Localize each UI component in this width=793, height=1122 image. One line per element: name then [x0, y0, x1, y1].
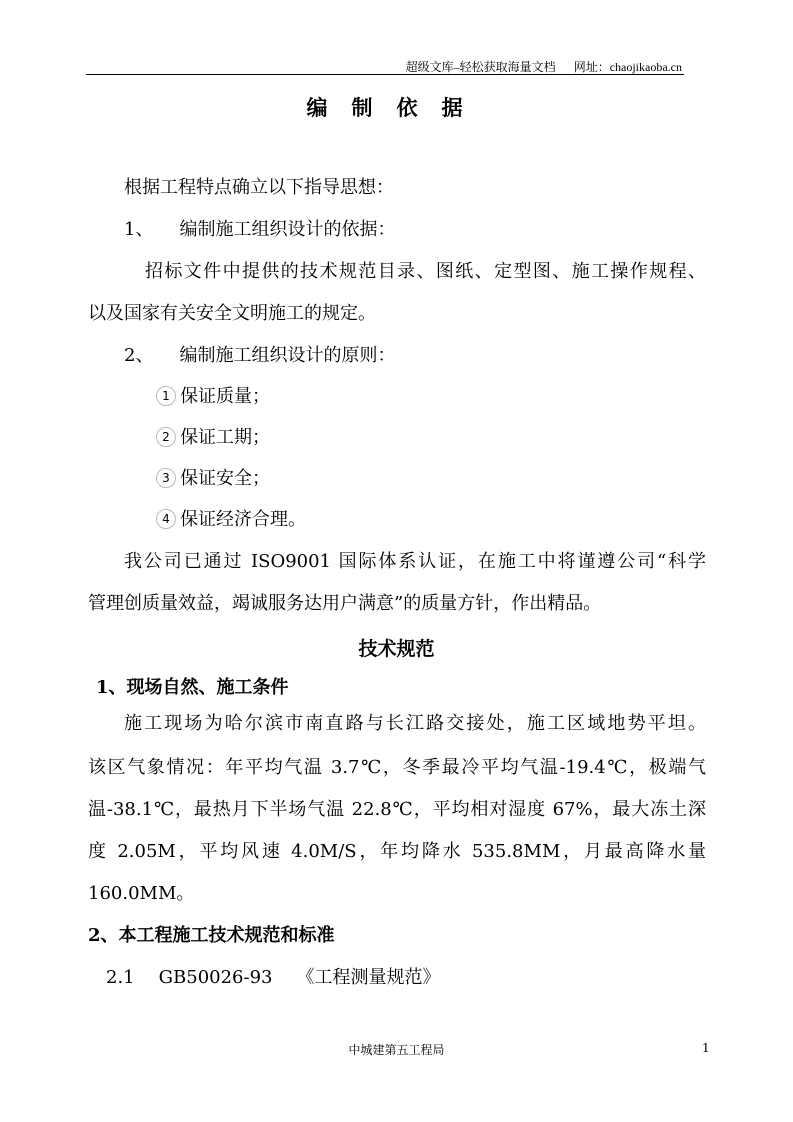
item-1-body-line: 招标文件中提供的技术规范目录、图纸、定型图、施工操作规程、	[145, 261, 706, 282]
principle-item	[156, 385, 270, 409]
section-1-line: 施工现场为哈尔滨市南直路与长江路交接处，施工区域地势平坦。	[124, 713, 706, 734]
iso-line: 管理创质量效益，竭诚服务达用户满意”的质量方针，作出精品。	[88, 593, 602, 614]
item-1	[124, 218, 395, 242]
item-num: 1、	[124, 219, 154, 240]
principle-text: 保证经济合理。	[180, 509, 306, 530]
section-2-title: 2、本工程施工技术规范和标准	[88, 925, 335, 946]
circled-number: 1	[156, 386, 176, 406]
section-1-line: 160.0MM。	[88, 883, 195, 904]
item-2	[124, 344, 395, 368]
principle-text: 保证安全；	[180, 468, 270, 489]
standard-code: GB50026-93	[158, 967, 273, 988]
item-text: 编制施工组织设计的依据：	[179, 219, 396, 240]
circled-number: 4	[156, 509, 176, 529]
header-site: 超级文库–轻松获取海量文档	[405, 60, 556, 74]
principle-item	[156, 508, 306, 532]
header-url: 网址：chaojikaoba.cn	[573, 60, 682, 74]
standard-name: 《工程测量规范》	[296, 967, 441, 988]
section-1-title: 1、现场自然、施工条件	[96, 677, 289, 698]
item-text: 编制施工组织设计的原则：	[179, 345, 396, 366]
iso-line: 我公司已通过 ISO9001 国际体系认证，在施工中将谨遵公司“科学	[124, 551, 706, 572]
page-header	[406, 58, 682, 75]
circled-number: 3	[156, 468, 176, 488]
page-number: 1	[702, 1041, 710, 1055]
section-1-line: 温-38.1℃，最热月下半场气温 22.8℃，平均相对湿度 67%，最大冻土深	[88, 799, 706, 820]
page-title: 编制依据	[306, 95, 487, 120]
principle-item	[156, 467, 270, 491]
principle-text: 保证工期；	[180, 427, 270, 448]
item-num: 2、	[124, 345, 154, 366]
principle-text: 保证质量；	[180, 386, 270, 407]
item-1-body-line: 以及国家有关安全文明施工的规定。	[88, 303, 376, 324]
header-rule	[86, 74, 684, 75]
section-1-line: 度 2.05M，平均风速 4.0M/S，年均降水 535.8MM，月最高降水量	[88, 841, 707, 862]
standard-item	[106, 966, 441, 990]
intro: 根据工程特点确立以下指导思想：	[124, 177, 394, 198]
section-title: 技术规范	[358, 638, 435, 660]
circled-number: 2	[156, 427, 176, 447]
section-1-line: 该区气象情况：年平均气温 3.7℃，冬季最冷平均气温-19.4℃，极端气	[88, 757, 706, 778]
footer-org: 中城建第五工程局	[348, 1043, 445, 1057]
standard-num: 2.1	[106, 967, 135, 988]
principle-item	[156, 426, 270, 450]
